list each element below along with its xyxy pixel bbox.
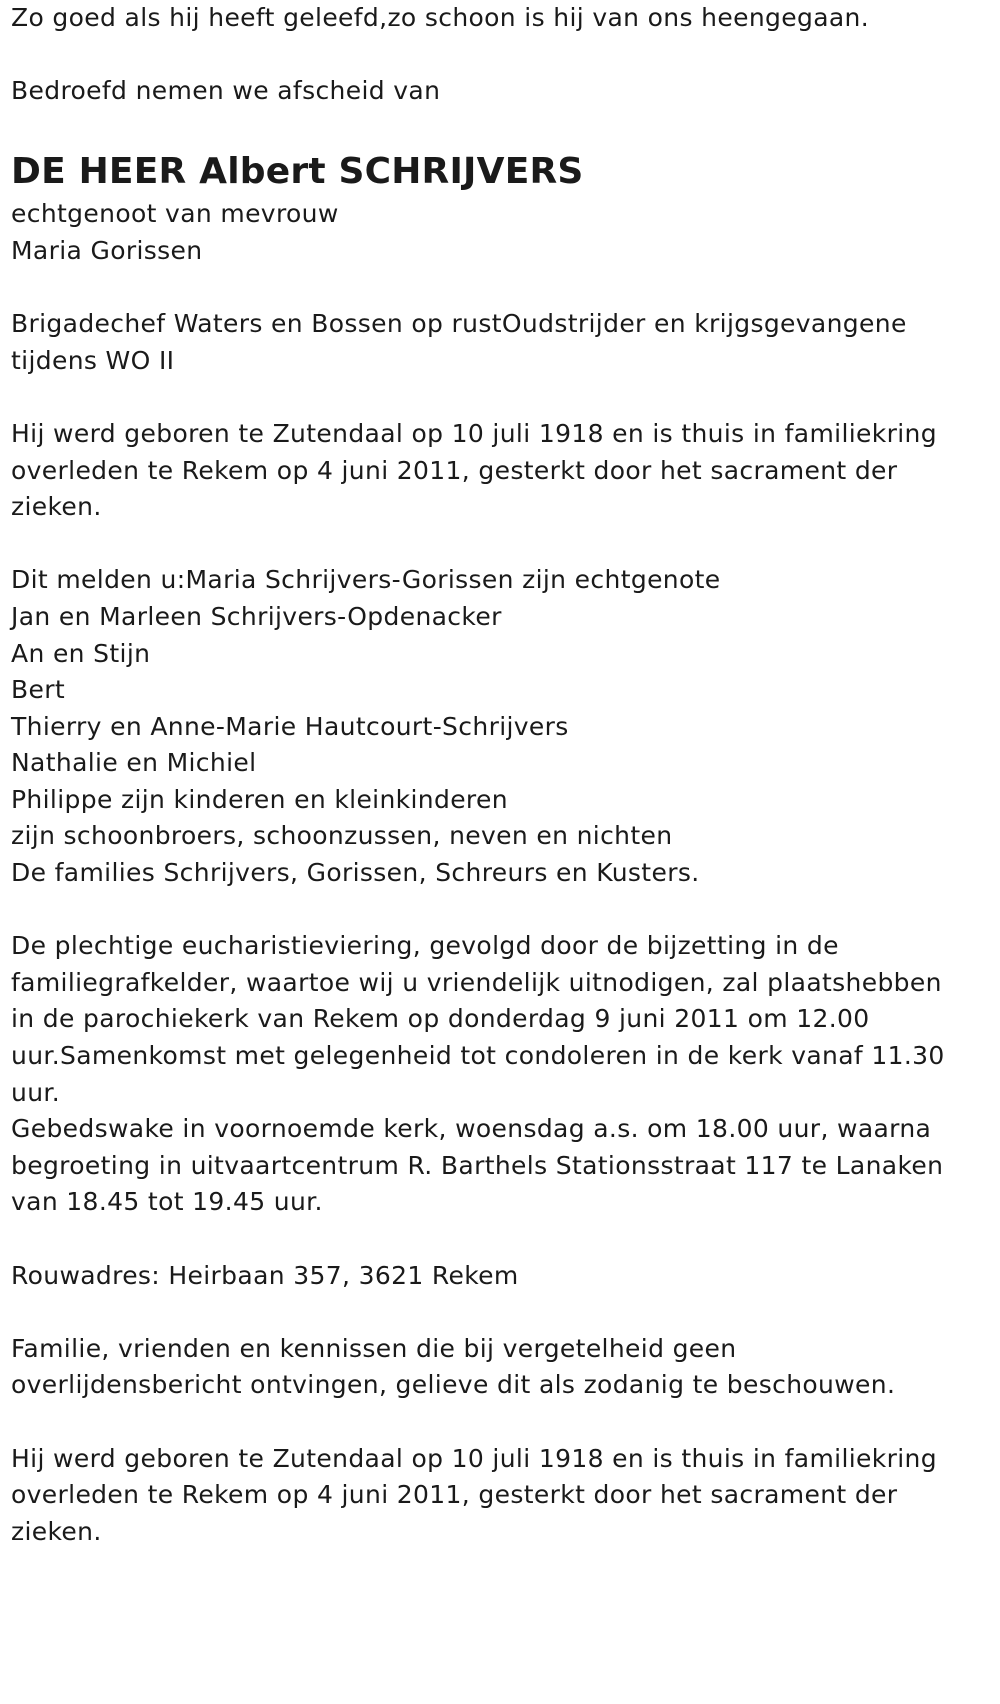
birth-death-line-1: Hij werd geboren te Zutendaal op 10 juli 1918 en is thuis in familiekring: [11, 418, 937, 448]
ceremony-line: uur.Samenkomst met gelegenheid tot condoleren in de kerk vanaf 11.30: [11, 1041, 945, 1071]
notice-line-2: overlijdensbericht ontvingen, gelieve dit als zodanig te beschouwen.: [11, 1370, 896, 1400]
family-line: Bert: [11, 675, 66, 705]
spacer: [11, 1294, 1000, 1331]
spacer: [11, 526, 1000, 563]
family-line: Jan en Marleen Schrijvers-Opdenacker: [11, 601, 502, 631]
spouse-line-1: echtgenoot van mevrouw: [11, 199, 339, 229]
titles-line-1: Brigadechef Waters en Bossen op rustOudstrijder en krijgsgevangene: [11, 309, 907, 339]
ceremony-line: begroeting in uitvaartcentrum R. Barthels Stationsstraat 117 te Lanaken: [11, 1150, 944, 1180]
ceremony-line: familiegrafkelder, waartoe wij u vriendelijk uitnodigen, zal plaatshebben: [11, 967, 942, 997]
family-line: De families Schrijvers, Gorissen, Schreurs en Kusters.: [11, 858, 700, 888]
ceremony-line: van 18.45 tot 19.45 uur.: [11, 1187, 323, 1217]
family-line: zijn schoonbroers, schoonzussen, neven en nichten: [11, 821, 673, 851]
family-line: Philippe zijn kinderen en kleinkinderen: [11, 784, 508, 814]
ceremony-line: De plechtige eucharistieviering, gevolgd door de bijzetting in de: [11, 931, 839, 961]
spacer: [11, 1404, 1000, 1441]
spacer: [11, 892, 1000, 929]
family-line: An en Stijn: [11, 638, 151, 668]
spacer: [11, 270, 1000, 307]
family-line: Dit melden u:Maria Schrijvers-Gorissen zijn echtgenote: [11, 565, 721, 595]
birth-death-repeat-line-3: zieken.: [11, 1516, 102, 1546]
notice-line-1: Familie, vrienden en kennissen die bij vergetelheid geen: [11, 1333, 737, 1363]
titles-line-2: tijdens WO II: [11, 345, 175, 375]
mourning-address: Rouwadres: Heirbaan 357, 3621 Rekem: [11, 1260, 519, 1290]
spacer: [11, 1221, 1000, 1258]
ceremony-line: in de parochiekerk van Rekem op donderdag 9 juni 2011 om 12.00: [11, 1004, 870, 1034]
family-line: Thierry en Anne-Marie Hautcourt-Schrijvers: [11, 711, 569, 741]
spacer: [11, 379, 1000, 416]
birth-death-line-2: overleden te Rekem op 4 juni 2011, gesterkt door het sacrament der: [11, 455, 898, 485]
spouse-line-2: Maria Gorissen: [11, 235, 203, 265]
ceremony-line: Gebedswake in voornoemde kerk, woensdag a.s. om 18.00 uur, waarna: [11, 1114, 932, 1144]
spacer: [11, 37, 1000, 74]
deceased-name: DE HEER Albert SCHRIJVERS: [11, 151, 584, 193]
intro-quote: Zo goed als hij heeft geleefd,zo schoon is hij van ons heengegaan.: [11, 3, 870, 32]
ceremony-line: uur.: [11, 1077, 61, 1107]
intro-farewell: Bedroefd nemen we afscheid van: [11, 76, 441, 106]
birth-death-repeat-line-2: overleden te Rekem op 4 juni 2011, gesterkt door het sacrament der: [11, 1480, 898, 1510]
spacer: [11, 110, 1000, 147]
family-line: Nathalie en Michiel: [11, 748, 257, 778]
birth-death-line-3: zieken.: [11, 492, 102, 522]
birth-death-repeat-line-1: Hij werd geboren te Zutendaal op 10 juli 1918 en is thuis in familiekring: [11, 1443, 937, 1473]
